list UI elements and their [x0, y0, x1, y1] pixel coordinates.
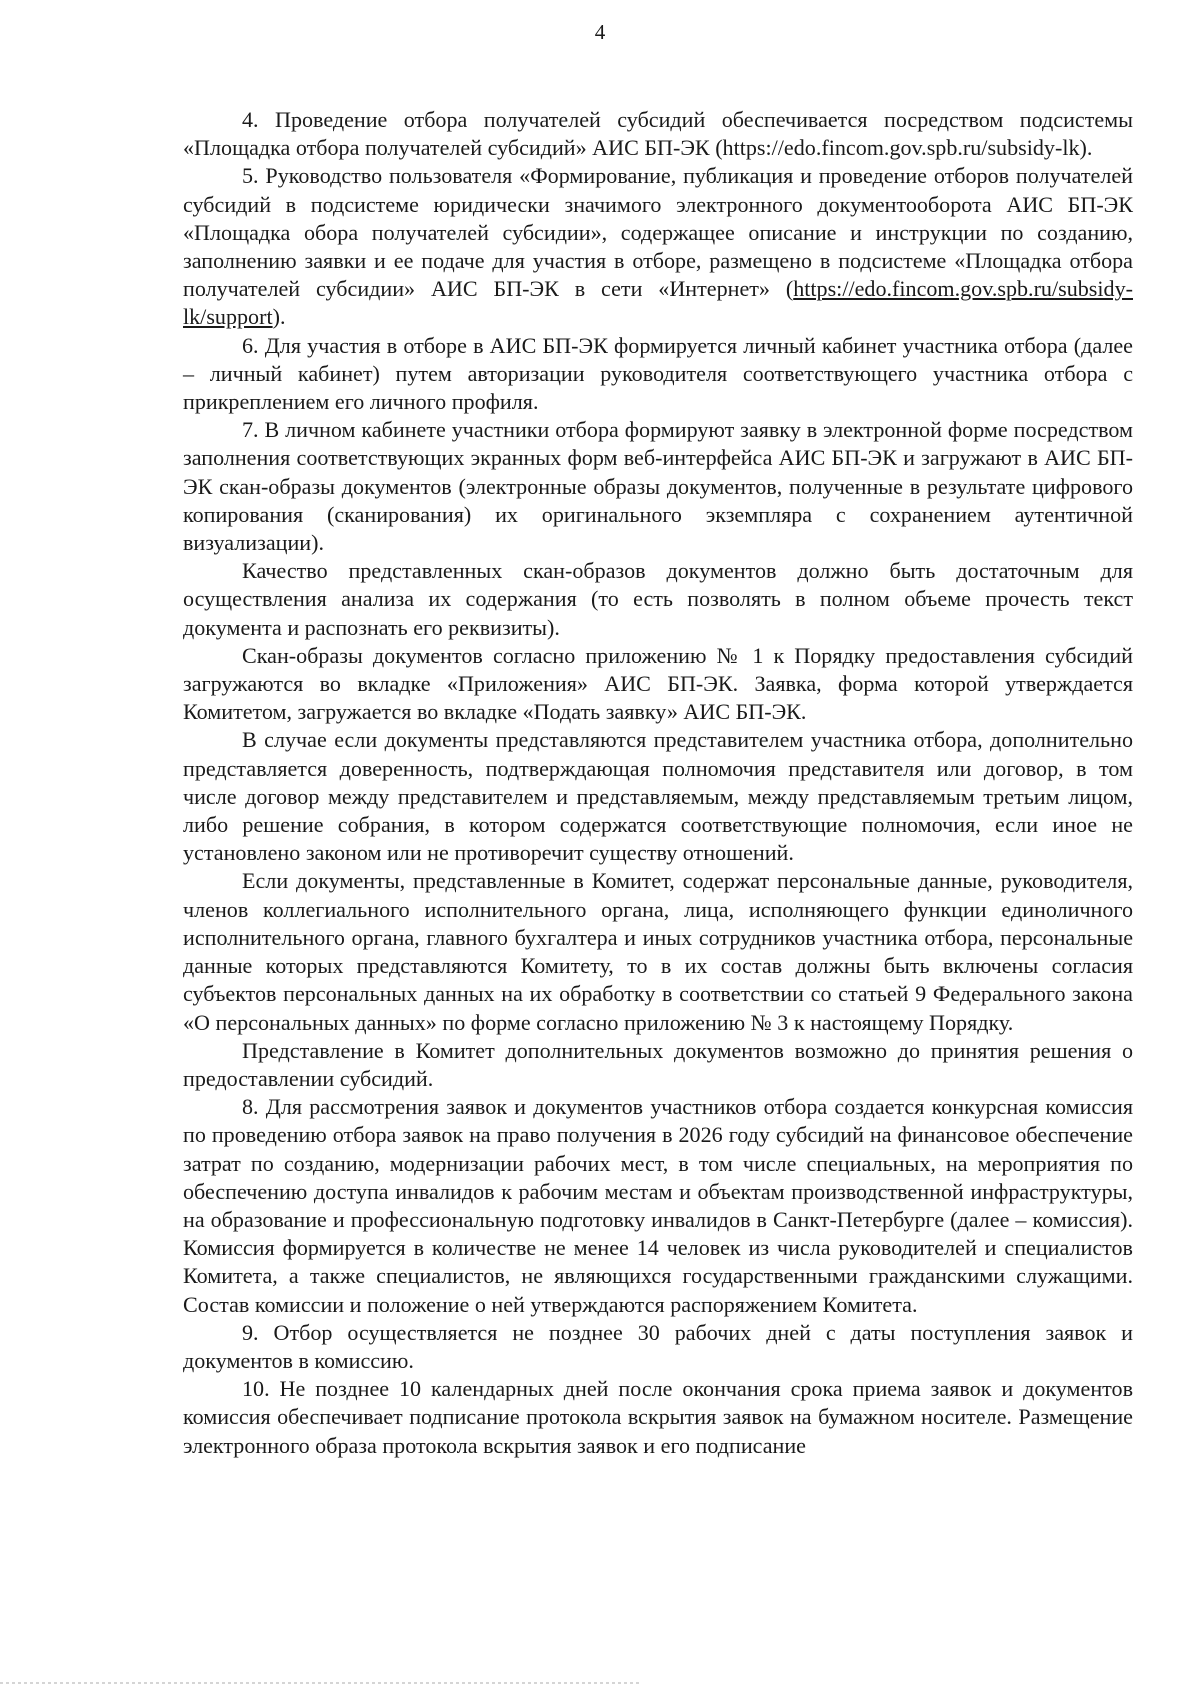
- document-body: [183, 106, 1133, 1460]
- paragraph-5-end: ).: [272, 304, 286, 330]
- paragraph-6: 6. Для участия в отборе в АИС БП-ЭК формируется личный кабинет участника отбора (далее – личный кабинет) путем авторизации руководителя соответствующего участника отбора с прикреплением его личного профиля.: [183, 332, 1133, 415]
- paragraph-8: 8. Для рассмотрения заявок и документов участников отбора создается конкурсная комиссия по проведению отбора заявок на право получения в 2026 году субсидий на финансовое обеспечение затрат по созданию, модернизации рабочих мест, в том числе специальных, на мероприятия по обеспечению доступа инвалидов к рабочим местам и объектам производственной инфраструктуры, на образование и профессиональную подготовку инвалидов в Санкт-Петербурге (далее – комиссия). Комиссия формируется в количестве не менее 14 человек из числа руководителей и специалистов Комитета, а также специалистов, не являющихся государственными гражданскими служащими. Состав комиссии и положение о ней утверждаются распоряжением Комитета.: [183, 1094, 1133, 1317]
- paragraph-7-additional-documents: Представление в Комитет дополнительных документов возможно до принятия решения о предоставлении субсидий.: [183, 1037, 1133, 1091]
- paragraph-9: 9. Отбор осуществляется не позднее 30 рабочих дней с даты поступления заявок и документов в комиссию.: [183, 1319, 1133, 1373]
- paragraph-7-scans: Скан-образы документов согласно приложению № 1 к Порядку предоставления субсидий загружаются во вкладке «Приложения» АИС БП-ЭК. Заявка, форма которой утверждается Комитетом, загружается во вкладке «Подать заявку» АИС БП-ЭК.: [183, 642, 1133, 725]
- paragraph-5: [183, 162, 1133, 331]
- page-number: 4: [594, 20, 606, 44]
- paragraph-7-quality: Качество представленных скан-образов документов должно быть достаточным для осуществления анализа их содержания (то есть позволять в полном объеме прочесть текст документа и распознать его реквизиты).: [183, 558, 1133, 640]
- paragraph-7: 7. В личном кабинете участники отбора формируют заявку в электронной форме посредством заполнения соответствующих экранных форм веб-интерфейса АИС БП-ЭК и загружают в АИС БП-ЭК скан-образы документов (электронные образы документов, полученные в результате цифрового копирования (сканирования) их оригинального экземпляра с сохранением аутентичной визуализации).: [183, 417, 1133, 556]
- paragraph-10: 10. Не позднее 10 календарных дней после окончания срока приема заявок и документов комиссия обеспечивает подписание протокола вскрытия заявок на бумажном носителе. Размещение электронного образа протокола вскрытия заявок и его подписание: [183, 1376, 1133, 1458]
- paragraph-4: 4. Проведение отбора получателей субсидий обеспечивается посредством подсистемы «Площадка отбора получателей субсидий» АИС БП-ЭК (https://edo.fincom.gov.spb.ru/subsidy-lk).: [183, 107, 1133, 161]
- paragraph-5-text: 5. Руководство пользователя «Формирование, публикация и проведение отборов получателей субсидий в подсистеме юридически значимого электронного документооборота АИС БП-ЭК «Площадка обора получателей субсидии», содержащее описание и инструкции по созданию, заполнению заявки и ее подаче для участия в отборе, размещено в подсистеме «Площадка отбора получателей субсидии» АИС БП-ЭК в сети «Интернет» (: [183, 163, 1133, 302]
- paragraph-7-representative: В случае если документы представляются представителем участника отбора, дополнительно представляется доверенность, подтверждающая полномочия представителя или договор, в том числе договор между представителем и представляемым, между представляемым третьим лицом, либо решение собрания, в котором содержатся соответствующие полномочия, если иное не установлено законом или не противоречит существу отношений.: [183, 727, 1133, 866]
- scan-edge-line: [0, 1682, 640, 1684]
- support-link[interactable]: https://edo.fincom.gov.spb.ru/subsidy-lk/support: [183, 276, 1133, 330]
- paragraph-7-personal-data: Если документы, представленные в Комитет, содержат персональные данные, руководителя, членов коллегиального исполнительного органа, лица, исполняющего функции единоличного исполнительного органа, главного бухгалтера и иных сотрудников участника отбора, персональные данные которых представляются Комитету, то в их состав должны быть включены согласия субъектов персональных данных на их обработку в соответствии со статьей 9 Федерального закона «О персональных данных» по форме согласно приложению № 3 к настоящему Порядку.: [183, 868, 1133, 1035]
